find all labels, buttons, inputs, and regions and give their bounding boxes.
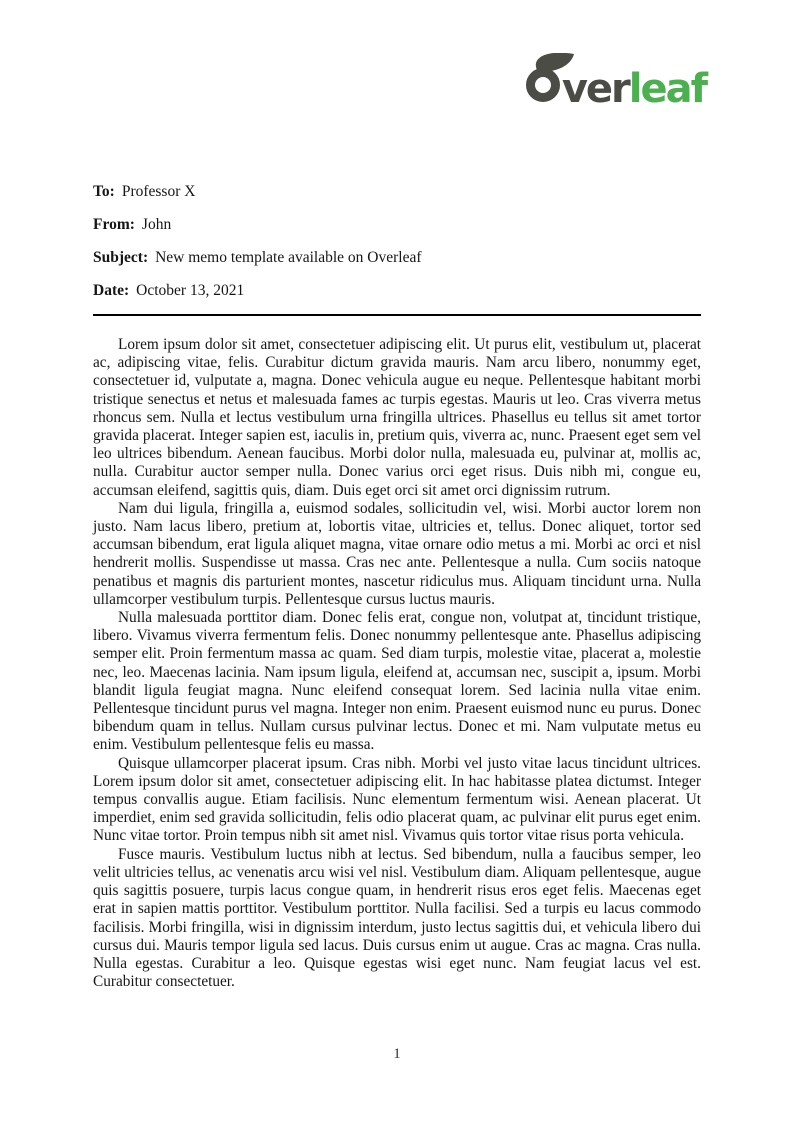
field-from-value: John: [141, 216, 172, 233]
body-paragraph: Quisque ullamcorper placerat ipsum. Cras nibh. Morbi vel justo vitae lacus tincidunt ultrices. Lorem ipsum dolor sit amet, consectetuer adipiscing elit. In hac habitasse platea dictumst. Integer tempus convallis augue. Etiam facilisis. Nunc elementum fermentum wisi. Aenean placerat. Ut imperdiet, enim sed gravida sollicitudin, felis odio placerat quam, ac pulvinar elit purus eget enim. Nunc vitae tortor. Proin tempus nibh sit amet nisl. Vivamus quis tortor vitae risus porta vehicula.: [93, 754, 701, 845]
page-number: 1: [393, 1046, 401, 1062]
field-date-label: Date:: [93, 282, 130, 299]
field-subject: [93, 248, 701, 268]
field-date: [93, 281, 701, 301]
field-date-value: October 13, 2021: [136, 282, 245, 299]
field-from-label: From:: [93, 216, 135, 233]
field-to-value: Professor X: [121, 183, 196, 200]
memo-body: [93, 336, 701, 991]
field-from: [93, 215, 701, 235]
memo-header: [93, 182, 701, 314]
body-paragraph: Nulla malesuada porttitor diam. Donec felis erat, congue non, volutpat at, tincidunt tristique, libero. Vivamus viverra fermentum felis. Donec nonummy pellentesque ante. Phasellus adipiscing semper elit. Proin fermentum massa ac quam. Sed diam turpis, molestie vitae, placerat a, molestie nec, leo. Maecenas lacinia. Nam ipsum ligula, eleifend at, accumsan nec, suscipit a, ipsum. Morbi blandit ligula feugiat magna. Nunc eleifend consequat lorem. Sed lacinia nulla vitae enim. Pellentesque tincidunt purus vel magna. Integer non enim. Praesent euismod nunc eu purus. Donec bibendum quam in tellus. Nullam cursus pulvinar lectus. Donec et mi. Nam vulputate metus eu enim. Vestibulum pellentesque felis eu massa.: [93, 609, 701, 754]
field-to: [93, 182, 701, 202]
overleaf-logo: [524, 53, 706, 112]
logo-text-leaf: leaf: [628, 66, 706, 112]
body-paragraph: Fusce mauris. Vestibulum luctus nibh at lectus. Sed bibendum, nulla a faucibus semper, leo velit ultricies tellus, ac venenatis arcu wisi vel nisl. Vestibulum diam. Aliquam pellentesque, augue quis sagittis posuere, turpis lacus congue quam, in hendrerit risus eros eget felis. Maecenas eget erat in sapien mattis porttitor. Vestibulum porttitor. Nulla facilisi. Sed a turpis eu lacus commodo facilisis. Morbi fringilla, wisi in dignissim interdum, justo lectus sagittis dui, et vehicula libero dui cursus dui. Mauris tempor ligula sed lacus. Duis cursus enim ut augue. Cras ac magna. Cras nulla. Nulla egestas. Curabitur a leo. Quisque egestas wisi eget nunc. Nam feugiat lacus vel est. Curabitur consectetuer.: [93, 845, 701, 991]
divider-rule: [93, 314, 701, 316]
body-paragraph: Lorem ipsum dolor sit amet, consectetuer adipiscing elit. Ut purus elit, vestibulum ut, placerat ac, adipiscing vitae, felis. Curabitur dictum gravida mauris. Nam arcu libero, nonummy eget, consectetuer id, vulputate a, magna. Donec vehicula augue eu neque. Pellentesque habitant morbi tristique senectus et netus et malesuada fames ac turpis egestas. Mauris ut leo. Cras viverra metus rhoncus sem. Nulla et lectus vestibulum urna fringilla ultrices. Phasellus eu tellus sit amet tortor gravida placerat. Integer sapien est, iaculis in, pretium quis, viverra ac, nunc. Praesent eget sem vel leo ultrices bibendum. Aenean faucibus. Morbi dolor nulla, malesuada eu, pulvinar at, mollis ac, nulla. Curabitur auctor semper nulla. Donec varius orci eget risus. Duis nibh mi, congue eu, accumsan eleifend, sagittis quis, diam. Duis eget orci sit amet orci dignissim rutrum.: [93, 336, 701, 499]
logo-text-over: ver: [561, 66, 629, 112]
field-subject-value: New memo template available on Overleaf: [155, 249, 422, 266]
field-to-label: To:: [93, 183, 115, 200]
body-paragraph: Nam dui ligula, fringilla a, euismod sodales, sollicitudin vel, wisi. Morbi auctor lorem non justo. Nam lacus libero, pretium at, lobortis vitae, ultricies et, tellus. Donec aliquet, tortor sed accumsan bibendum, erat ligula aliquet magna, vitae ornare odio metus a mi. Morbi ac orci et nisl hendrerit mollis. Suspendisse ut massa. Cras nec ante. Pellentesque a nulla. Cum sociis natoque penatibus et magnis dis parturient montes, nascetur ridiculus mus. Aliquam tincidunt urna. Nulla ullamcorper vestibulum turpis. Pellentesque cursus luctus mauris.: [93, 499, 701, 608]
field-subject-label: Subject:: [93, 249, 149, 266]
page-footer: [0, 1046, 794, 1063]
